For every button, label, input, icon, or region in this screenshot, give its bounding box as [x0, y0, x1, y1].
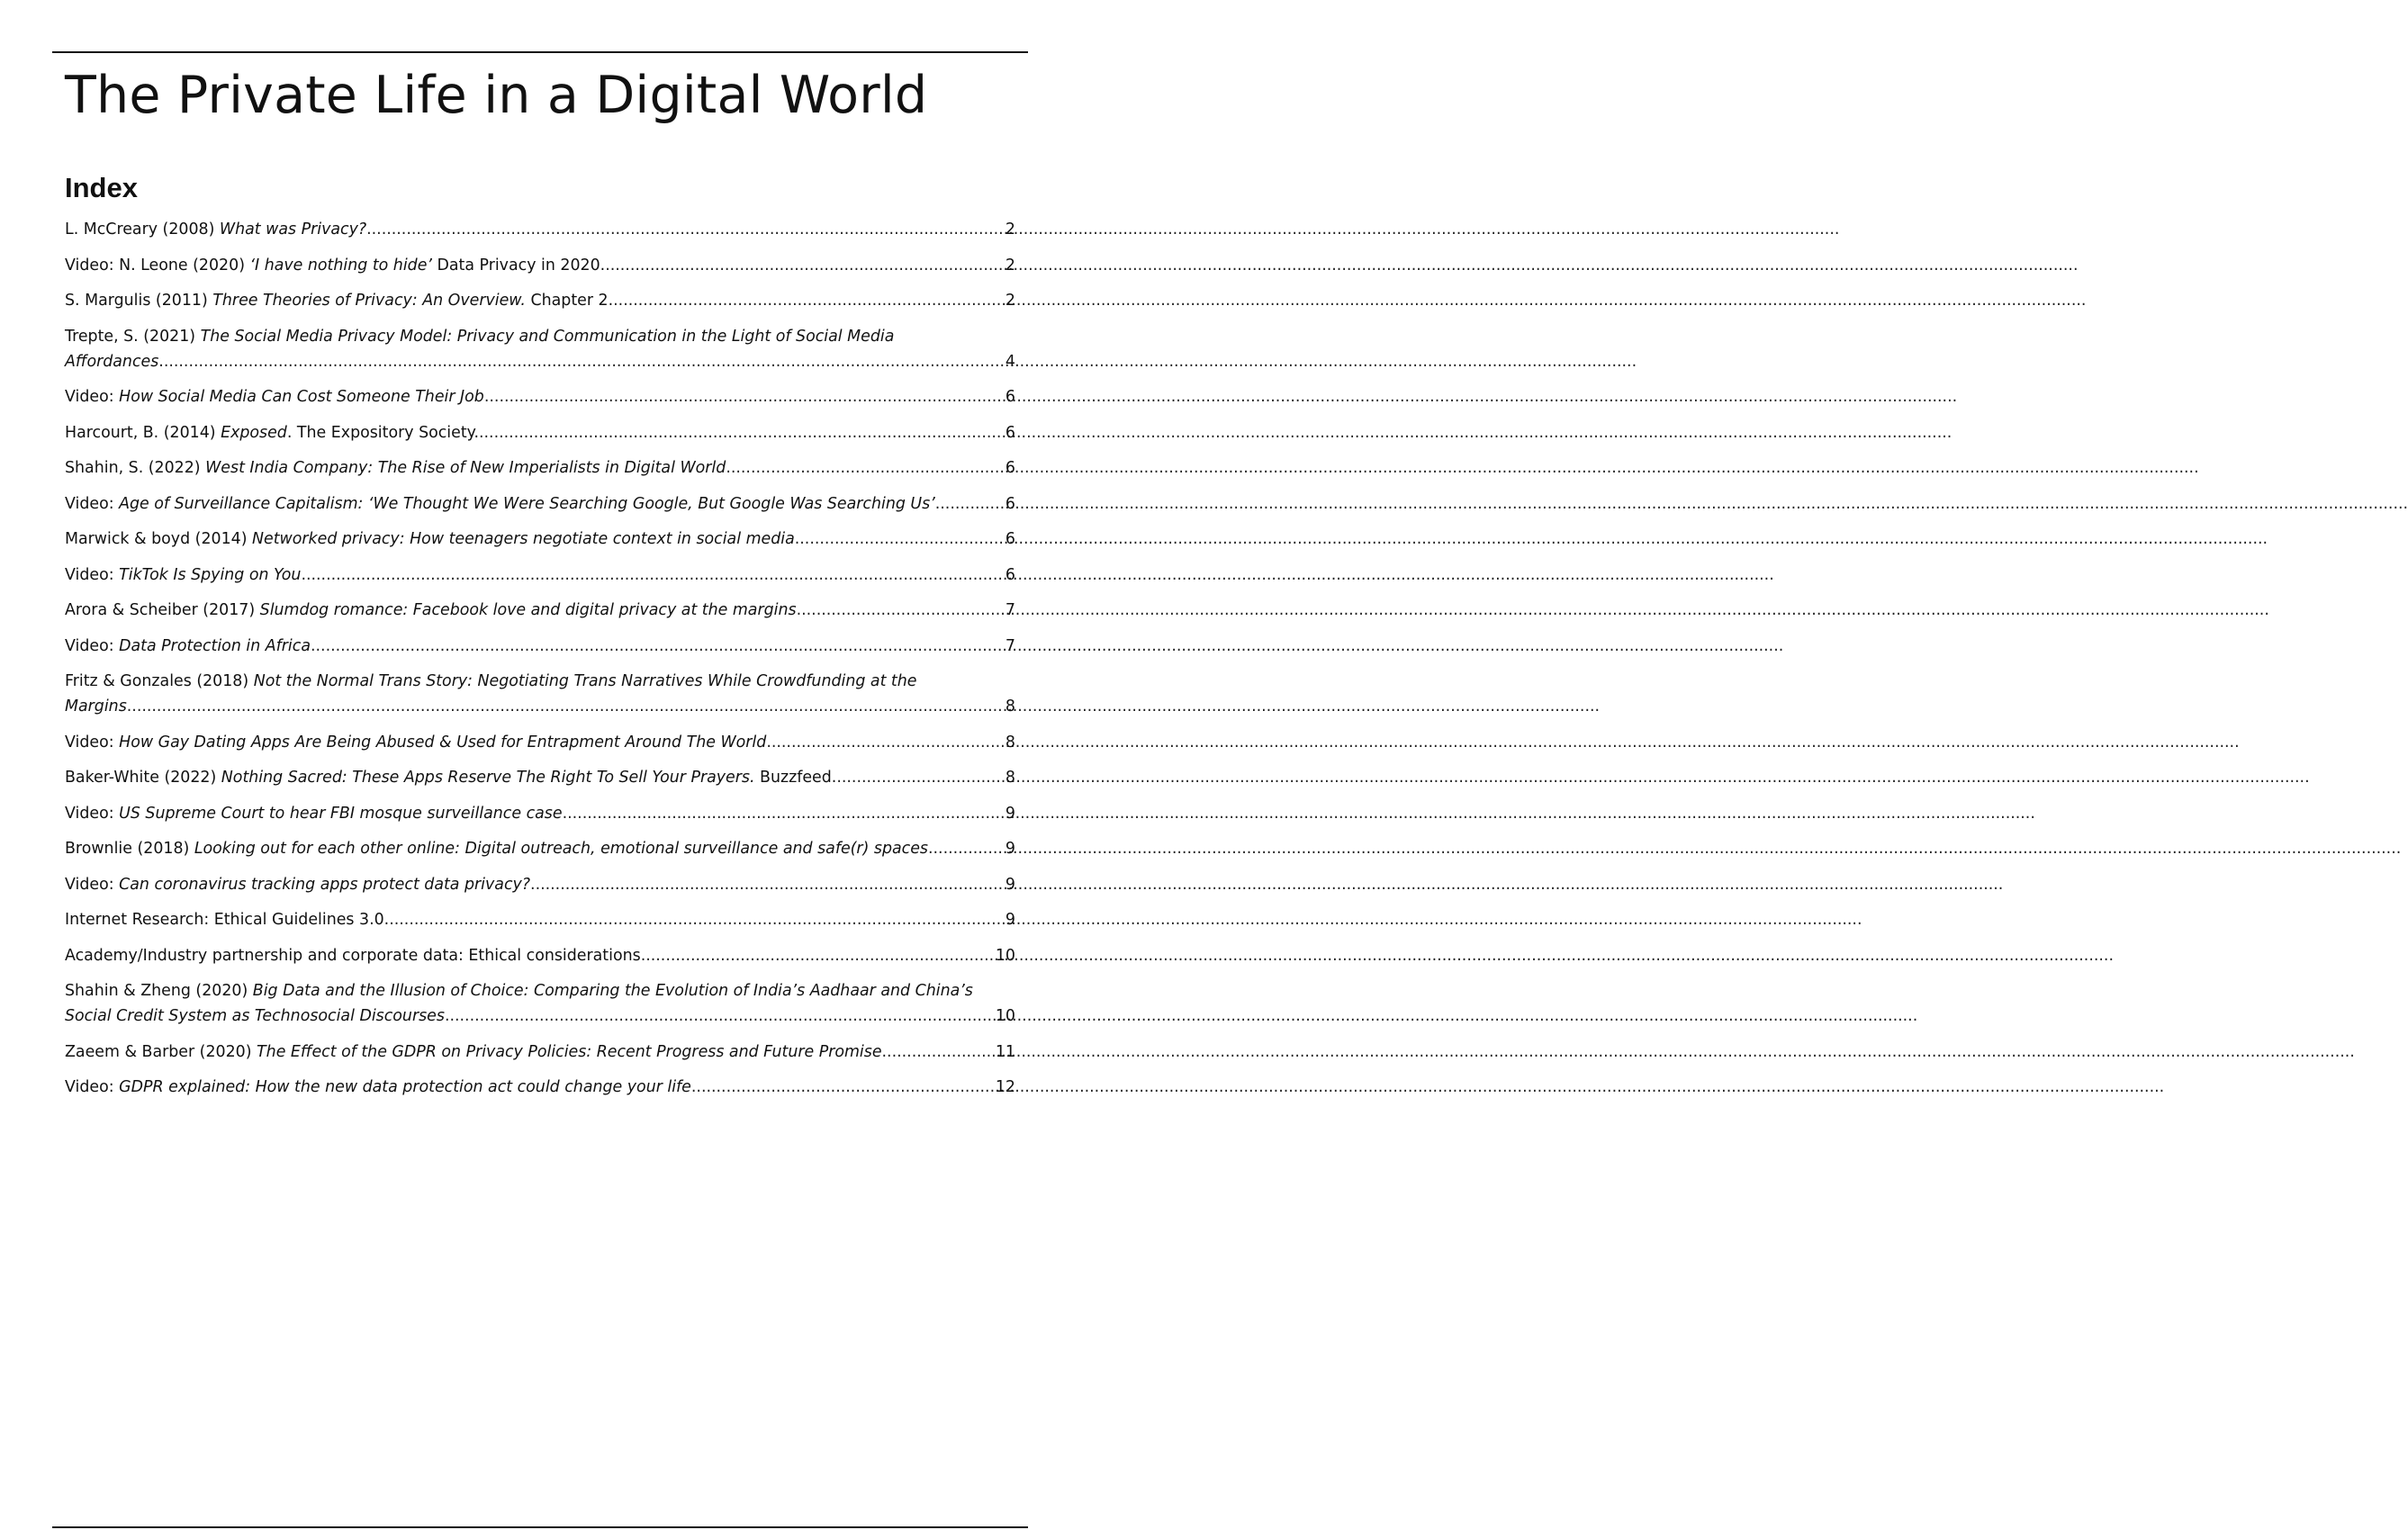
toc-dot-leader	[691, 1075, 994, 1100]
toc-entry-title: Nothing Sacred: These Apps Reserve The Right To Sell Your Prayers.	[221, 769, 755, 787]
toc-entry[interactable]	[65, 420, 1015, 446]
footer-rule	[52, 1526, 1028, 1528]
toc-dot-leader	[928, 836, 1004, 861]
toc-entry-author: Harcourt, B. (2014)	[65, 423, 221, 442]
toc-entry-title: Can coronavirus tracking apps protect data privacy?	[119, 875, 531, 894]
toc-entry-text	[65, 1075, 691, 1100]
toc-entry[interactable]	[65, 288, 1015, 313]
toc-page-number: 6	[1005, 459, 1015, 477]
toc-entry-title: Three Theories of Privacy: An Overview.	[212, 292, 526, 310]
toc-entry-author: Brownlie (2018)	[65, 840, 194, 858]
toc-entry-title: Slumdog romance: Facebook love and digital privacy at the margins	[259, 601, 797, 619]
toc-entry-title: Not the Normal Trans Story: Negotiating Trans Narratives While Crowdfunding at the	[253, 672, 917, 690]
toc-entry-title: ‘I have nothing to hide’	[249, 256, 432, 274]
toc-dot-leader	[935, 491, 1004, 517]
toc-entry-author: Video: N. Leone (2020)	[65, 256, 250, 274]
toc-entry[interactable]	[65, 765, 1015, 790]
toc-entry-text	[65, 349, 164, 374]
toc-dot-leader	[882, 1040, 994, 1065]
toc-entry-first-line	[65, 324, 1015, 349]
toc-entry-text	[65, 526, 795, 552]
toc-entry-title: Looking out for each other online: Digital outreach, emotional surveillance and safe(r) spaces	[194, 840, 928, 858]
toc-page-number: 7	[1005, 601, 1015, 619]
toc-dot-leader	[836, 765, 1004, 790]
toc-dot-leader	[301, 562, 1003, 588]
toc-entry[interactable]	[65, 526, 1015, 552]
toc-dot-leader	[530, 872, 1004, 897]
toc-entry[interactable]	[65, 1040, 1015, 1065]
toc-entry-text	[65, 634, 311, 659]
toc-entry-text	[65, 217, 366, 242]
toc-page-number: 6	[1005, 388, 1015, 406]
toc-entry-suffix: Chapter 2.	[525, 292, 614, 310]
toc-entry-title: West India Company: The Rise of New Imperialists in Digital World	[205, 459, 726, 477]
toc-entry-text	[65, 1004, 445, 1029]
toc-entry[interactable]	[65, 943, 1015, 968]
toc-entry[interactable]	[65, 384, 1015, 410]
toc-entry-author: Shahin & Zheng (2020)	[65, 982, 253, 1000]
toc-page-number: 9	[1005, 911, 1015, 929]
toc-entry-title-continued: Affordances	[65, 352, 159, 371]
toc-entry-suffix: .	[158, 352, 164, 371]
toc-entry-author: Zaeem & Barber (2020)	[65, 1042, 257, 1061]
toc-page-number: 6	[1005, 530, 1015, 548]
toc-dot-leader	[311, 634, 1004, 659]
toc-entry-text	[65, 907, 389, 932]
toc-page-number: 11	[995, 1042, 1015, 1061]
toc-entry-author: S. Margulis (2011)	[65, 292, 213, 310]
toc-entry-title: Exposed	[221, 423, 287, 442]
toc-entry-author: L. McCreary (2008)	[65, 220, 220, 238]
toc-entry[interactable]	[65, 1075, 1015, 1100]
toc-dot-leader	[563, 801, 1004, 826]
toc-entry[interactable]	[65, 801, 1015, 826]
toc-page-number: 4	[1005, 352, 1015, 371]
toc-entry-title: Data Protection in Africa	[119, 636, 311, 655]
toc-page-number: 2	[1005, 220, 1015, 238]
toc-entry-suffix: Buzzfeed.	[754, 769, 837, 787]
toc-page-number: 10	[995, 946, 1015, 965]
toc-entry-author: Video:	[65, 1078, 120, 1096]
toc-dot-leader	[605, 253, 1004, 278]
toc-entry-title: The Effect of the GDPR on Privacy Policies: Recent Progress and Future Promise	[257, 1042, 882, 1061]
toc-page-number: 6	[1005, 423, 1015, 442]
toc-entry-text	[65, 1040, 882, 1065]
toc-page-number: 6	[1005, 494, 1015, 513]
toc-dot-leader	[613, 288, 1004, 313]
toc-page-number: 9	[1005, 840, 1015, 858]
toc-entry[interactable]	[65, 562, 1015, 588]
toc-entry[interactable]	[65, 491, 1015, 517]
toc-dot-leader	[389, 907, 1004, 932]
toc-entry[interactable]	[65, 217, 1015, 242]
toc-entry-title-continued: Margins	[65, 698, 127, 716]
toc-entry-title-continued: Social Credit System as Technosocial Discourses	[65, 1007, 445, 1025]
toc-entry-author: Video:	[65, 494, 120, 513]
toc-dot-leader	[797, 598, 1004, 623]
toc-dot-leader	[726, 455, 1004, 481]
toc-entry-author: Arora & Scheiber (2017)	[65, 601, 260, 619]
toc-page-number: 9	[1005, 875, 1015, 894]
toc-entry-author: Trepte, S. (2021)	[65, 327, 201, 346]
toc-entry[interactable]	[65, 455, 1015, 481]
toc-entry-author: Fritz & Gonzales (2018)	[65, 672, 254, 690]
toc-entry-text	[65, 801, 563, 826]
toc-entry-title: Age of Surveillance Capitalism: ‘We Thought We Were Searching Google, But Google Was Searching Us’	[119, 494, 935, 513]
toc-entry-author: Baker-White (2022)	[65, 769, 221, 787]
toc-entry-title: Networked privacy: How teenagers negotiate context in social media	[252, 530, 795, 548]
toc-page-number: 2	[1005, 256, 1015, 274]
toc-entry-text	[65, 562, 301, 588]
toc-page-number: 8	[1005, 733, 1015, 752]
toc-entry-text	[65, 598, 797, 623]
toc-entry-title: How Social Media Can Cost Someone Their Job	[119, 388, 484, 406]
toc-page-number: 12	[995, 1078, 1015, 1096]
toc-entry-title: Big Data and the Illusion of Choice: Comparing the Evolution of India’s Aadhaar and China’s	[252, 982, 973, 1000]
toc-dot-leader	[479, 420, 1004, 446]
toc-entry-title: How Gay Dating Apps Are Being Abused & Used for Entrapment Around The World	[119, 733, 767, 752]
toc-entry[interactable]	[65, 324, 1015, 374]
toc-entry-suffix: . The Expository Society.	[286, 423, 479, 442]
toc-entry-author: Shahin, S. (2022)	[65, 459, 206, 477]
toc-entry[interactable]	[65, 978, 1015, 1029]
toc-page-number: 9	[1005, 804, 1015, 823]
toc-entry-title: The Social Media Privacy Model: Privacy and Communication in the Light of Social Media	[200, 327, 895, 346]
toc-entry-text	[65, 730, 766, 755]
table-of-contents	[65, 217, 1015, 1111]
toc-entry-title: US Supreme Court to hear FBI mosque surveillance case	[119, 804, 563, 823]
toc-entry-author: Academy/Industry partnership and corporate data: Ethical considerations	[65, 946, 641, 965]
toc-entry-text	[65, 836, 928, 861]
toc-entry-author: Marwick & boyd (2014)	[65, 530, 253, 548]
toc-entry-title: GDPR explained: How the new data protection act could change your life	[119, 1078, 691, 1096]
toc-entry-text	[65, 420, 479, 446]
toc-entry[interactable]	[65, 730, 1015, 755]
header-rule	[52, 51, 1028, 53]
toc-entry-suffix: Data Privacy in 2020.	[431, 256, 606, 274]
toc-entry-text	[65, 872, 530, 897]
toc-entry-text	[65, 765, 836, 790]
toc-dot-leader	[484, 384, 1004, 410]
index-heading: Index	[65, 172, 138, 203]
toc-entry-text	[65, 288, 613, 313]
toc-entry[interactable]	[65, 872, 1015, 897]
toc-dot-leader	[164, 349, 1004, 374]
toc-entry-text	[65, 384, 484, 410]
toc-entry-author: Video:	[65, 565, 120, 584]
toc-entry[interactable]	[65, 634, 1015, 659]
toc-entry[interactable]	[65, 669, 1015, 719]
toc-entry-text	[65, 455, 726, 481]
toc-entry-text	[65, 491, 935, 517]
toc-entry-author: Video:	[65, 875, 120, 894]
toc-entry-author: Video:	[65, 388, 120, 406]
toc-page-number: 8	[1005, 769, 1015, 787]
toc-page-number: 7	[1005, 636, 1015, 655]
toc-entry-author: Video:	[65, 804, 120, 823]
toc-page-number: 8	[1005, 698, 1015, 716]
toc-entry[interactable]	[65, 253, 1015, 278]
toc-entry-first-line	[65, 669, 1015, 694]
toc-dot-leader	[766, 730, 1004, 755]
toc-entry[interactable]	[65, 598, 1015, 623]
toc-dot-leader	[641, 943, 994, 968]
toc-page-number: 2	[1005, 292, 1015, 310]
toc-entry-text	[65, 694, 127, 719]
toc-page-number: 6	[1005, 565, 1015, 584]
toc-dot-leader	[127, 694, 1004, 719]
toc-dot-leader	[366, 217, 1004, 242]
toc-entry-text	[65, 943, 641, 968]
toc-entry-first-line	[65, 978, 1015, 1004]
toc-entry[interactable]	[65, 907, 1015, 932]
toc-entry-author: Internet Research: Ethical Guidelines 3.0.	[65, 911, 390, 929]
toc-entry-author: Video:	[65, 636, 120, 655]
document-title: The Private Life in a Digital World	[65, 66, 928, 125]
toc-entry-text	[65, 253, 605, 278]
toc-entry-author: Video:	[65, 733, 120, 752]
toc-entry-title: What was Privacy?	[219, 220, 367, 238]
toc-page-number: 10	[995, 1007, 1015, 1025]
toc-dot-leader	[445, 1004, 994, 1029]
toc-dot-leader	[795, 526, 1004, 552]
toc-entry[interactable]	[65, 836, 1015, 861]
toc-entry-title: TikTok Is Spying on You	[119, 565, 302, 584]
